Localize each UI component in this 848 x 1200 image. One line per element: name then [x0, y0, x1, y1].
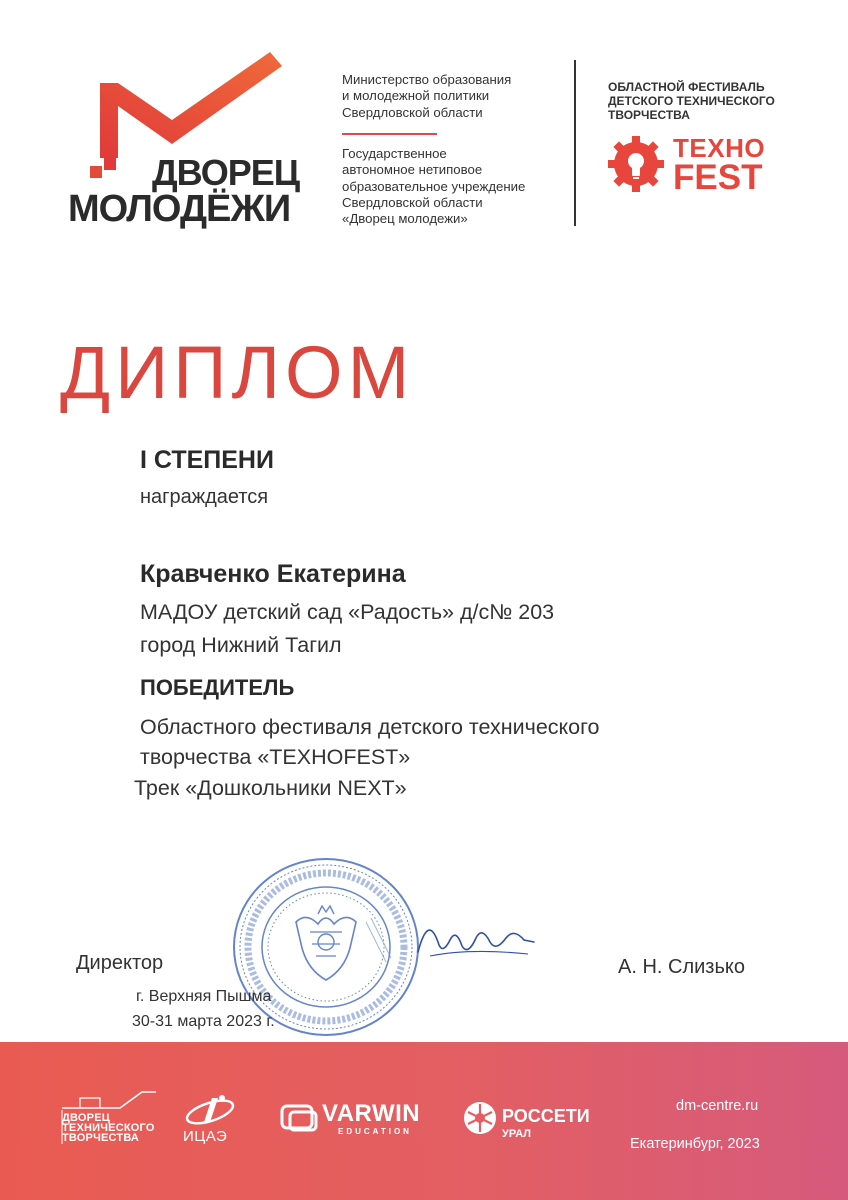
ministry-line: Свердловской области	[342, 104, 483, 120]
institution-line: образовательное учреждение	[342, 178, 526, 194]
diploma-title: ДИПЛОМ	[60, 331, 415, 414]
institution-line: автономное нетиповое	[342, 162, 483, 178]
varwin-name: VARWIN	[322, 1100, 421, 1127]
header-divider	[574, 60, 576, 226]
city-year: Екатеринбург, 2023	[630, 1136, 760, 1152]
event-line: творчества «TEXHOFEST»	[140, 745, 411, 769]
ftk-logo-line: ТЕХНИЧЕСКОГО	[62, 1122, 155, 1134]
signatory-position: Директор	[76, 952, 164, 974]
festival-caption-line: ДЕТСКОГО ТЕХНИЧЕСКОГО	[608, 94, 775, 108]
ministry-line: Министерство образования	[342, 72, 512, 87]
institution-line: «Дворец молодежи»	[342, 211, 468, 227]
ftk-logo-line: ДВОРЕЦ	[62, 1112, 110, 1124]
awarded-text: награждается	[140, 486, 269, 508]
red-divider	[342, 133, 437, 135]
institution-line: Государственное	[342, 145, 447, 161]
event-dates: 30-31 марта 2023 г.	[132, 1013, 275, 1030]
institution-line: Свердловской области	[342, 194, 483, 210]
recipient-name: Кравченко Екатерина	[140, 560, 406, 588]
website-link[interactable]: dm-centre.ru	[676, 1098, 759, 1114]
festival-caption	[608, 80, 775, 122]
event-line: Областного фестиваля детского технического	[140, 715, 600, 739]
rosseti-logo	[462, 1100, 498, 1136]
signatory-name: А. Н. Слизько	[618, 956, 745, 978]
festival-caption-line: ОБЛАСТНОЙ ФЕСТИВАЛЬ	[608, 80, 765, 94]
dm-logo-word-2: МОЛОДЁЖИ	[68, 188, 291, 230]
festival-caption-line: ТВОРЧЕСТВА	[608, 108, 690, 122]
icae-logo	[182, 1092, 238, 1126]
varwin-sub: EDUCATION	[338, 1127, 412, 1136]
dm-logo-word-1: ДВОРЕЦ	[152, 152, 300, 193]
diploma-degree: I СТЕПЕНИ	[140, 446, 274, 474]
varwin-logo	[280, 1102, 320, 1134]
texnofest-word-2: FEST	[673, 158, 763, 197]
ministry-text	[342, 72, 567, 228]
ministry-line: и молодежной политики	[342, 88, 490, 104]
icae-label: ИЦАЭ	[183, 1128, 228, 1145]
organization-line: город Нижний Тагил	[140, 633, 342, 657]
rosseti-sub: УРАЛ	[502, 1128, 532, 1140]
lightbulb-gear-icon	[606, 134, 666, 194]
dvorets-molodezhi-logo	[60, 48, 300, 230]
texnofest-word-1: ТЕХНО	[673, 133, 766, 163]
organization-line: МАДОУ детский сад «Радость» д/с№ 203	[140, 600, 555, 624]
texnofest-logo	[606, 132, 786, 196]
handwritten-signature	[410, 912, 540, 968]
event-place: г. Верхняя Пышма	[136, 988, 272, 1005]
rosseti-name: РОССЕТИ	[502, 1106, 590, 1126]
award-status: ПОБЕДИТЕЛЬ	[140, 675, 295, 700]
ftk-logo-line: ТВОРЧЕСТВА	[62, 1132, 140, 1144]
event-line: Трек «Дошкольники NEXT»	[134, 776, 407, 800]
